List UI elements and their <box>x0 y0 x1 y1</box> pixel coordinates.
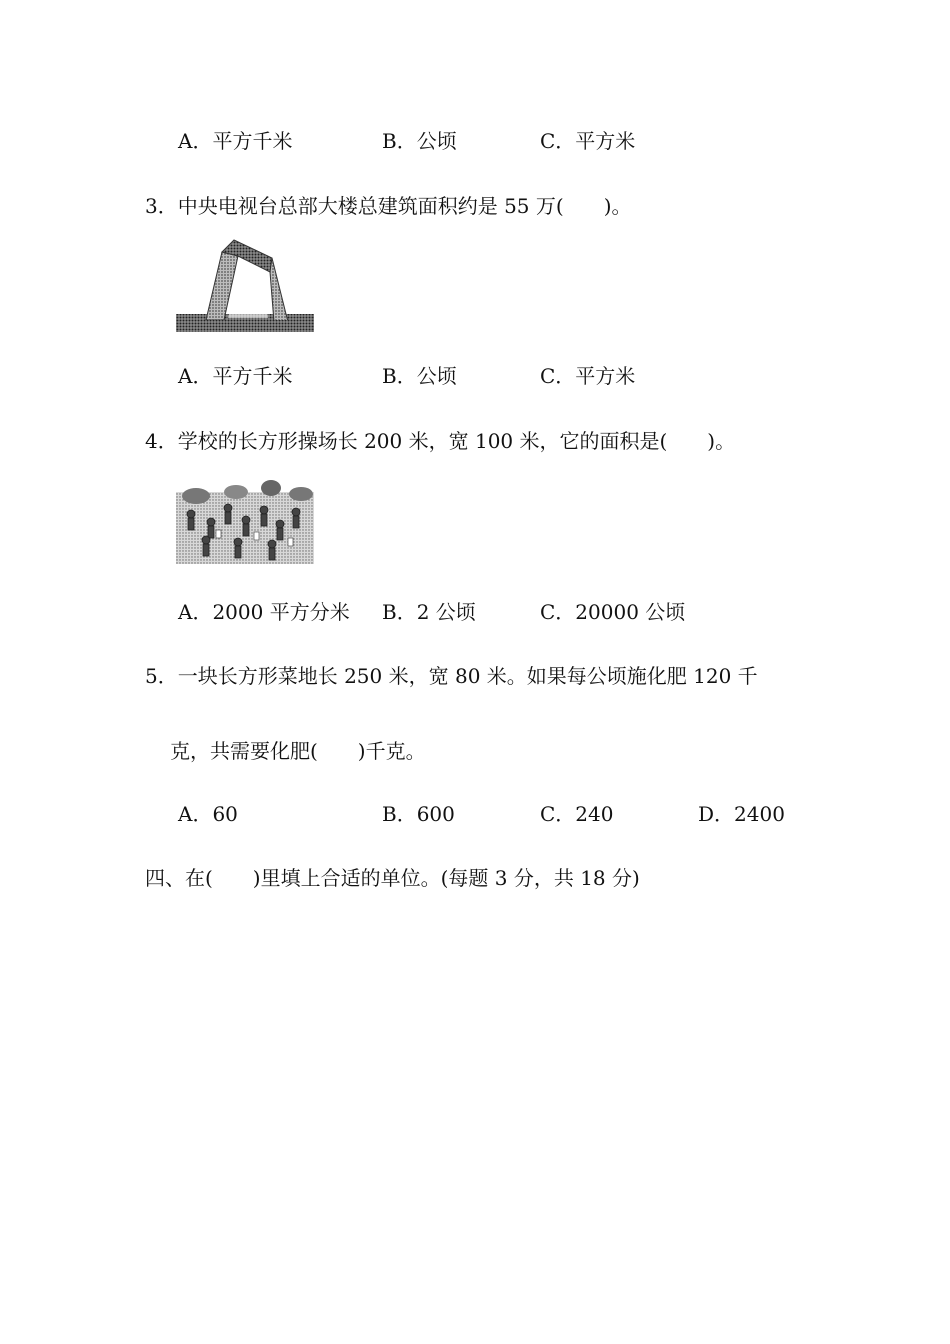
q5-option-d: D．2400 <box>698 802 785 826</box>
q5-option-a: A．60 <box>178 802 238 826</box>
q2-option-b: B．公顷 <box>382 129 457 153</box>
q4-text: 4．学校的长方形操场长 200 米，宽 100 米，它的面积是( )。 <box>145 429 736 453</box>
q4-option-c: C．20000 公顷 <box>540 600 686 624</box>
q5-text-line1: 5．一块长方形菜地长 250 米，宽 80 米。如果每公顷施化肥 120 千 <box>145 664 758 688</box>
q2-option-c: C．平方米 <box>540 129 636 153</box>
q5-option-c: C．240 <box>540 802 614 826</box>
cctv-building-photo <box>176 238 314 332</box>
q3-option-a: A．平方千米 <box>178 364 293 388</box>
q3-option-c: C．平方米 <box>540 364 636 388</box>
school-playground-photo <box>176 478 314 564</box>
section4-heading: 四、在( )里填上合适的单位。(每题 3 分，共 18 分) <box>145 866 640 890</box>
q4-option-a: A．2000 平方分米 <box>178 600 350 624</box>
q5-option-b: B．600 <box>382 802 455 826</box>
q4-option-b: B．2 公顷 <box>382 600 476 624</box>
q3-text: 3．中央电视台总部大楼总建筑面积约是 55 万( )。 <box>145 194 632 218</box>
q5-text-line2: 克，共需要化肥( )千克。 <box>170 739 426 763</box>
q3-option-b: B．公顷 <box>382 364 457 388</box>
q2-option-a: A．平方千米 <box>178 129 293 153</box>
